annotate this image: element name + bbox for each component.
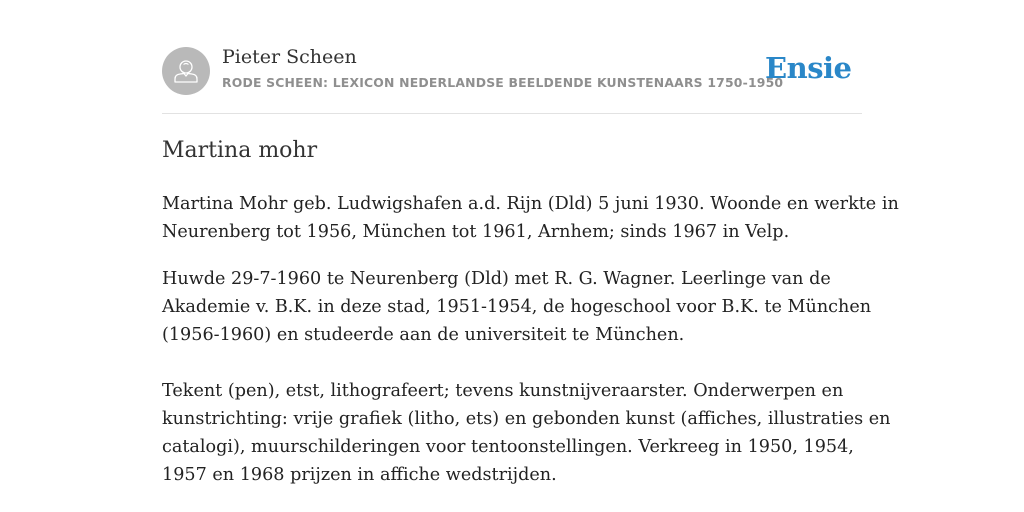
paragraph-line: catalogi), muurschilderingen voor tentoonstellingen. Verkreeg in 1950, 1954, xyxy=(162,437,854,457)
source-title[interactable]: RODE SCHEEN: LEXICON NEDERLANDSE BEELDENDE KUNSTENAARS 1750-1950 xyxy=(222,75,784,90)
paragraph-line: (1956-1960) en studeerde aan de universiteit te München. xyxy=(162,325,685,345)
user-silhouette-icon xyxy=(162,47,210,95)
article-header xyxy=(162,46,862,96)
article-paragraph-3 xyxy=(162,377,891,489)
author-avatar[interactable] xyxy=(162,47,210,95)
article-paragraph-1 xyxy=(162,190,899,246)
paragraph-line: kunstrichting: vrije grafiek (litho, ets) en gebonden kunst (affiches, illustraties en xyxy=(162,409,891,429)
paragraph-line: Huwde 29-7-1960 te Neurenberg (Dld) met R. G. Wagner. Leerlinge van de xyxy=(162,269,831,289)
paragraph-line: 1957 en 1968 prijzen in affiche wedstrijden. xyxy=(162,465,557,485)
paragraph-line: Akademie v. B.K. in deze stad, 1951-1954, de hogeschool voor B.K. te München xyxy=(162,297,872,317)
ensie-logo[interactable]: Ensie xyxy=(765,51,852,85)
author-name[interactable]: Pieter Scheen xyxy=(222,46,357,68)
header-divider xyxy=(162,113,862,114)
paragraph-line: Tekent (pen), etst, lithografeert; tevens kunstnijveraarster. Onderwerpen en xyxy=(162,381,844,401)
article-title: Martina mohr xyxy=(162,138,318,163)
paragraph-line: Martina Mohr geb. Ludwigshafen a.d. Rijn (Dld) 5 juni 1930. Woonde en werkte in xyxy=(162,194,899,214)
paragraph-line: Neurenberg tot 1956, München tot 1961, Arnhem; sinds 1967 in Velp. xyxy=(162,222,790,242)
article-paragraph-2 xyxy=(162,265,872,349)
